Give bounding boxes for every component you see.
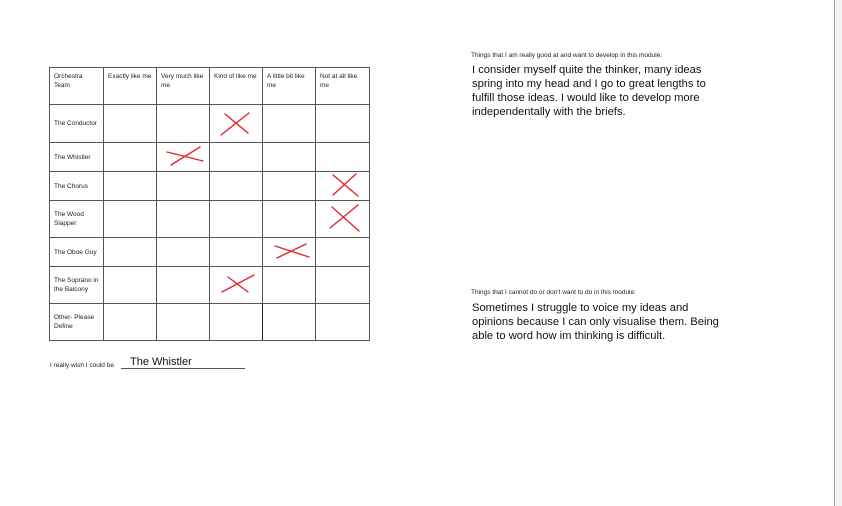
table-cell xyxy=(316,267,370,304)
table-cell xyxy=(104,304,157,341)
good-at-heading: Things that I am really good at and want to develop in this module: xyxy=(471,52,663,59)
table-cell xyxy=(210,238,263,267)
table-cell xyxy=(263,143,316,172)
cross-mark xyxy=(325,201,365,235)
wish-line-field xyxy=(50,356,250,372)
table-cell xyxy=(104,201,157,238)
table-cell xyxy=(263,172,316,201)
table-cell xyxy=(316,238,370,267)
header-exactly-like-me: Exactly like me xyxy=(104,68,157,105)
orchestra-team-table xyxy=(49,67,370,341)
table-cell xyxy=(210,304,263,341)
table-cell xyxy=(157,238,210,267)
table-cell xyxy=(104,267,157,304)
header-kind-of-like-me: Kind of like me xyxy=(210,68,263,105)
table-cell xyxy=(157,267,210,304)
row-label: The Conductor xyxy=(50,105,104,143)
table-cell xyxy=(263,267,316,304)
row-label: The Whistler xyxy=(50,143,104,172)
table-row xyxy=(50,105,370,143)
cross-mark xyxy=(218,106,258,140)
cross-mark xyxy=(165,139,205,173)
row-label: The Oboe Guy xyxy=(50,238,104,267)
cross-mark xyxy=(218,267,258,301)
page-margin xyxy=(836,0,842,506)
table-row xyxy=(50,201,370,238)
table-row xyxy=(50,267,370,304)
table-row xyxy=(50,238,370,267)
cannot-do-answer: Sometimes I struggle to voice my ideas and opinions because I can only visualise them. Being able to word how im thinking is difficult. xyxy=(472,302,719,342)
table-cell xyxy=(263,201,316,238)
table-cell xyxy=(104,105,157,143)
table-row xyxy=(50,304,370,341)
row-label: The Soprano in the Balcony xyxy=(50,267,104,304)
table-row xyxy=(50,143,370,172)
table-cell xyxy=(316,105,370,143)
row-label: Other- Please Define xyxy=(50,304,104,341)
table-header-row xyxy=(50,68,370,105)
row-label: The Chorus xyxy=(50,172,104,201)
wish-answer: The Whistler xyxy=(130,356,192,368)
table-cell xyxy=(104,143,157,172)
table-cell xyxy=(104,238,157,267)
cross-mark xyxy=(325,168,365,202)
table-cell xyxy=(157,172,210,201)
wish-underline xyxy=(121,368,245,369)
table-cell xyxy=(210,143,263,172)
good-at-answer: I consider myself quite the thinker, many ideas spring into my head and I go to great lengths to fulfill those ideas. I would like to develop more independentally with the briefs. xyxy=(472,64,706,118)
header-very-much-like-me: Very much like me xyxy=(157,68,210,105)
table-cell xyxy=(157,201,210,238)
table-cell xyxy=(263,304,316,341)
table-row xyxy=(50,172,370,201)
table-cell xyxy=(263,105,316,143)
cannot-do-heading: Things that I cannot do or don't want to do in this module: xyxy=(471,289,636,296)
table-cell xyxy=(157,304,210,341)
table-cell xyxy=(210,172,263,201)
cross-mark xyxy=(271,234,311,268)
page-edge xyxy=(834,0,835,506)
header-a-little-bit-like-me: A little bit like me xyxy=(263,68,316,105)
header-orchestra-team: Orchestra Team xyxy=(50,68,104,105)
row-label: The Wood Slapper xyxy=(50,201,104,238)
header-not-at-all-like-me: Not at all like me xyxy=(316,68,370,105)
table-cell xyxy=(210,201,263,238)
table-cell xyxy=(157,105,210,143)
table-cell xyxy=(104,172,157,201)
wish-label: I really wish I could be xyxy=(50,362,114,369)
table-cell xyxy=(316,304,370,341)
